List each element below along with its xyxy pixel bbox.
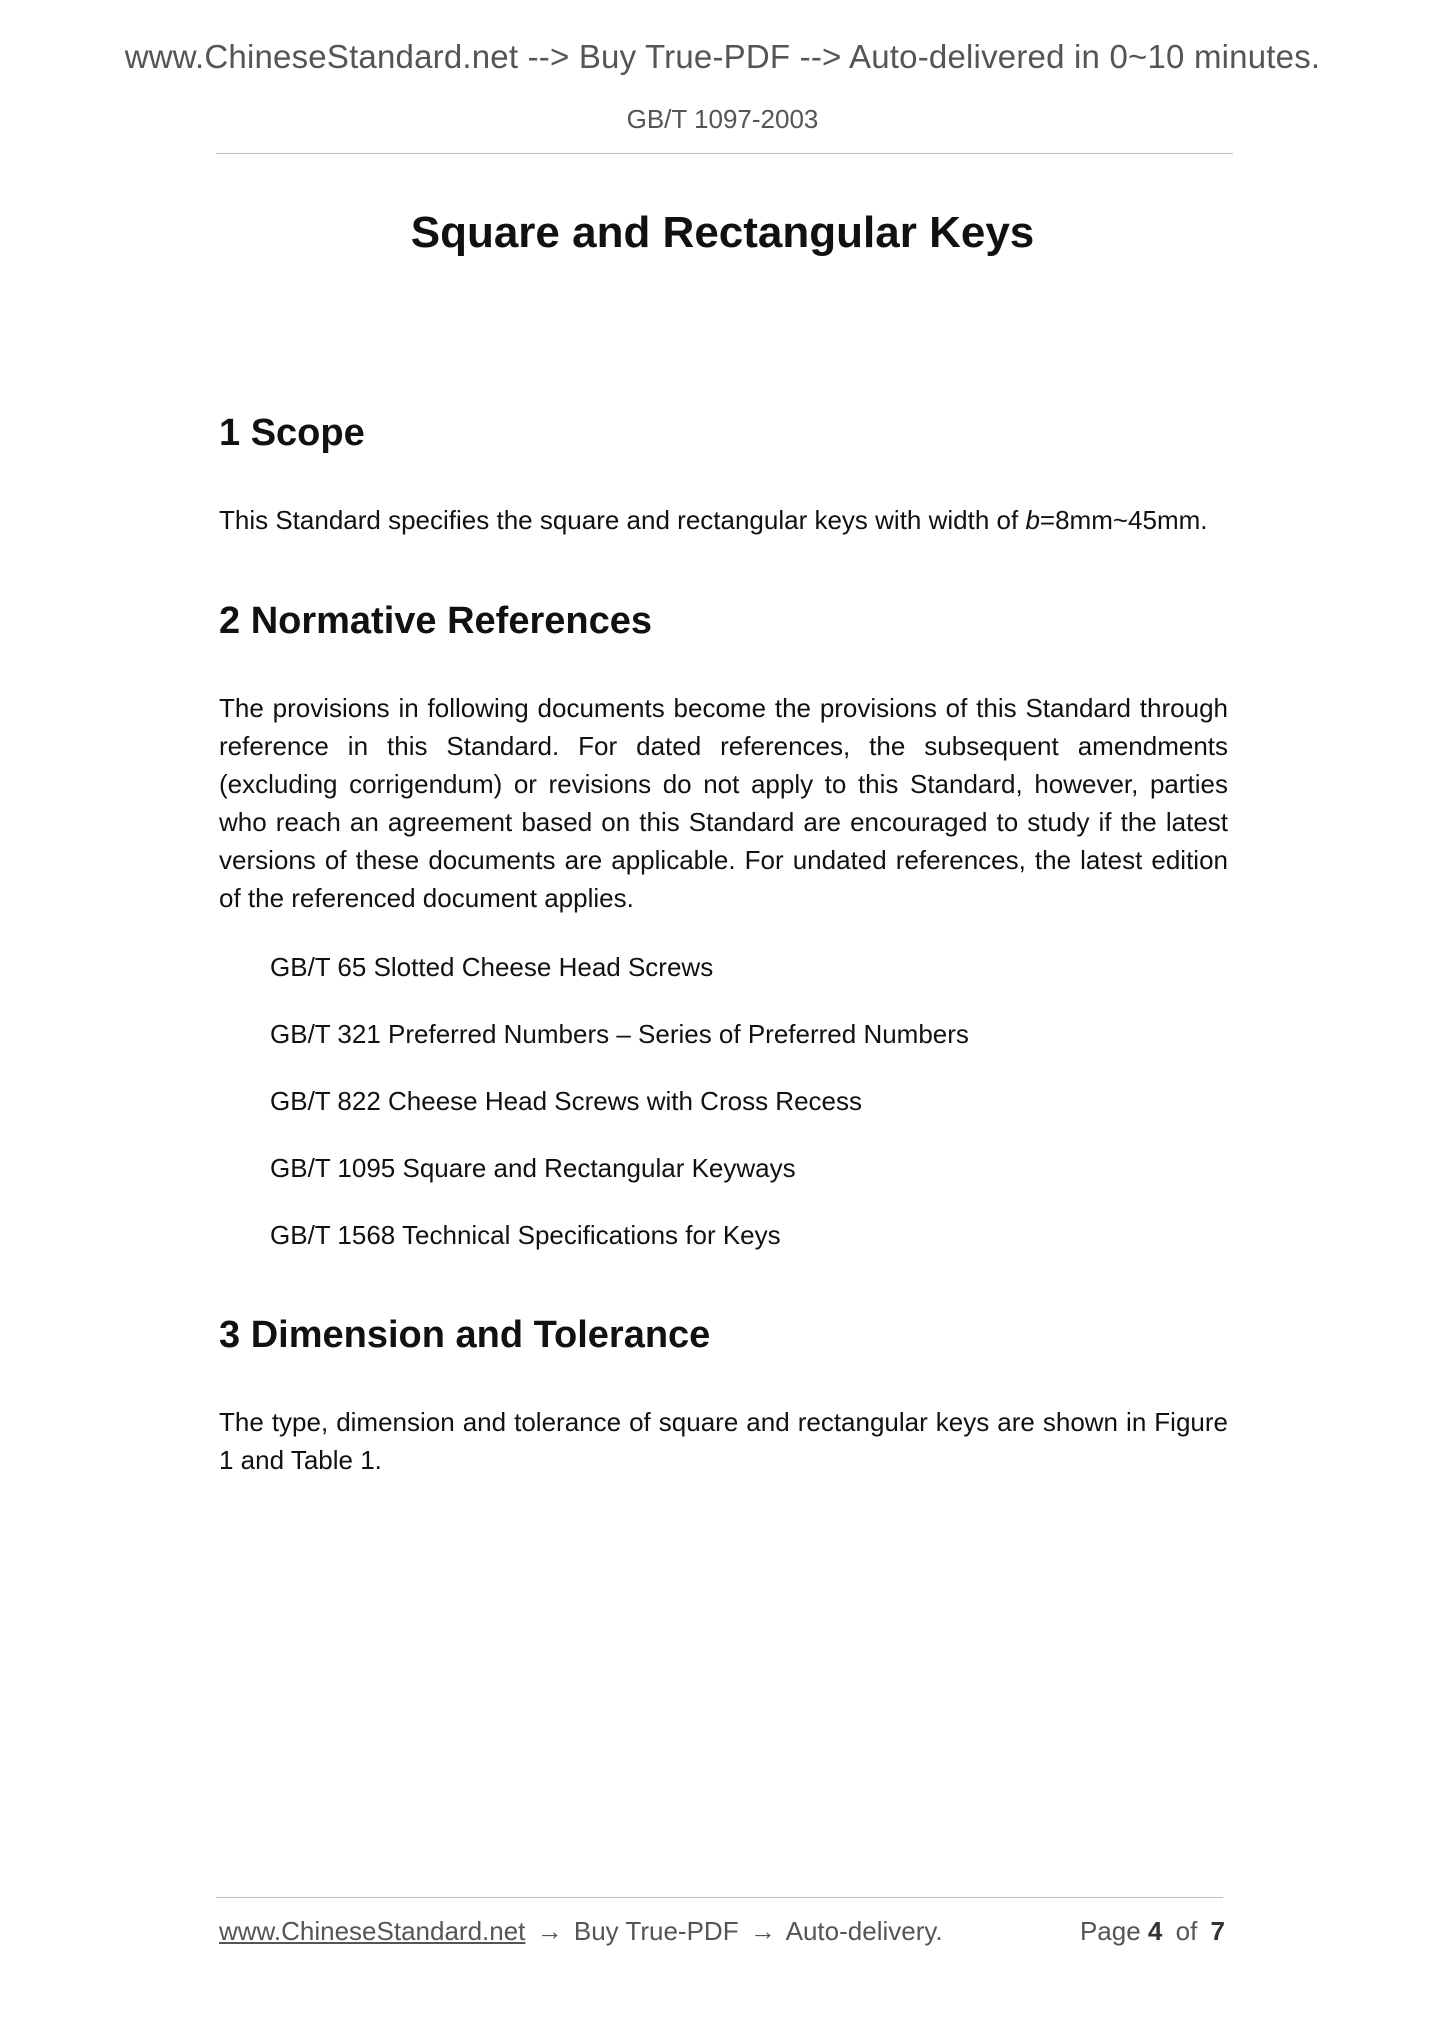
section-heading-scope: 1 Scope: [219, 412, 365, 454]
footer-divider: [216, 1897, 1223, 1898]
top-banner[interactable]: www.ChineseStandard.net --> Buy True-PDF --> Auto-delivered in 0~10 minutes.: [124, 38, 1321, 75]
reference-item: GB/T 65 Slotted Cheese Head Screws: [270, 952, 714, 982]
footer-promo: [219, 1916, 943, 1947]
page-label: Page: [1079, 1916, 1141, 1946]
total-page-number: 7: [1210, 1916, 1225, 1946]
arrow-right-icon: →: [749, 1916, 776, 1946]
normative-references-paragraph: The provisions in following documents become the provisions of this Standard through reference in this Standard. For dated references, the subsequent amendments (excluding corrigendum) or revisions do not apply to this Standard, however, parties who reach an agreement based on this Standard are encouraged to study if the latest versions of these documents are applicable. For undated references, the latest edition of the referenced document applies.: [219, 693, 1228, 913]
arrow-right-icon: →: [536, 1916, 563, 1946]
dimension-tolerance-paragraph: The type, dimension and tolerance of square and rectangular keys are shown in Figure 1 and Table 1.: [219, 1407, 1228, 1475]
reference-item: GB/T 822 Cheese Head Screws with Cross Recess: [270, 1086, 862, 1116]
page-title: Square and Rectangular Keys: [410, 208, 1035, 257]
standard-code: GB/T 1097-2003: [626, 104, 819, 134]
footer-delivery-text: Auto-delivery.: [785, 1916, 943, 1946]
reference-item: GB/T 1568 Technical Specifications for Keys: [270, 1220, 781, 1250]
reference-item: GB/T 321 Preferred Numbers – Series of Preferred Numbers: [270, 1019, 969, 1049]
scope-text-end: =8mm~45mm.: [1039, 505, 1208, 535]
footer-buy-text: Buy True-PDF: [573, 1916, 739, 1946]
current-page-number: 4: [1147, 1916, 1163, 1946]
of-label: of: [1175, 1916, 1198, 1946]
scope-text-start: This Standard specifies the square and rectangular keys with width of: [219, 505, 1026, 535]
page-indicator: [1080, 1916, 1225, 1947]
width-variable: b: [1025, 505, 1040, 535]
reference-item: GB/T 1095 Square and Rectangular Keyways: [270, 1153, 796, 1183]
header-divider: [216, 153, 1233, 154]
section-heading-dimension-tolerance: 3 Dimension and Tolerance: [219, 1314, 711, 1356]
footer-site-link[interactable]: www.ChineseStandard.net: [219, 1916, 526, 1946]
scope-paragraph: [219, 501, 1228, 539]
section-heading-normative-references: 2 Normative References: [219, 600, 652, 642]
